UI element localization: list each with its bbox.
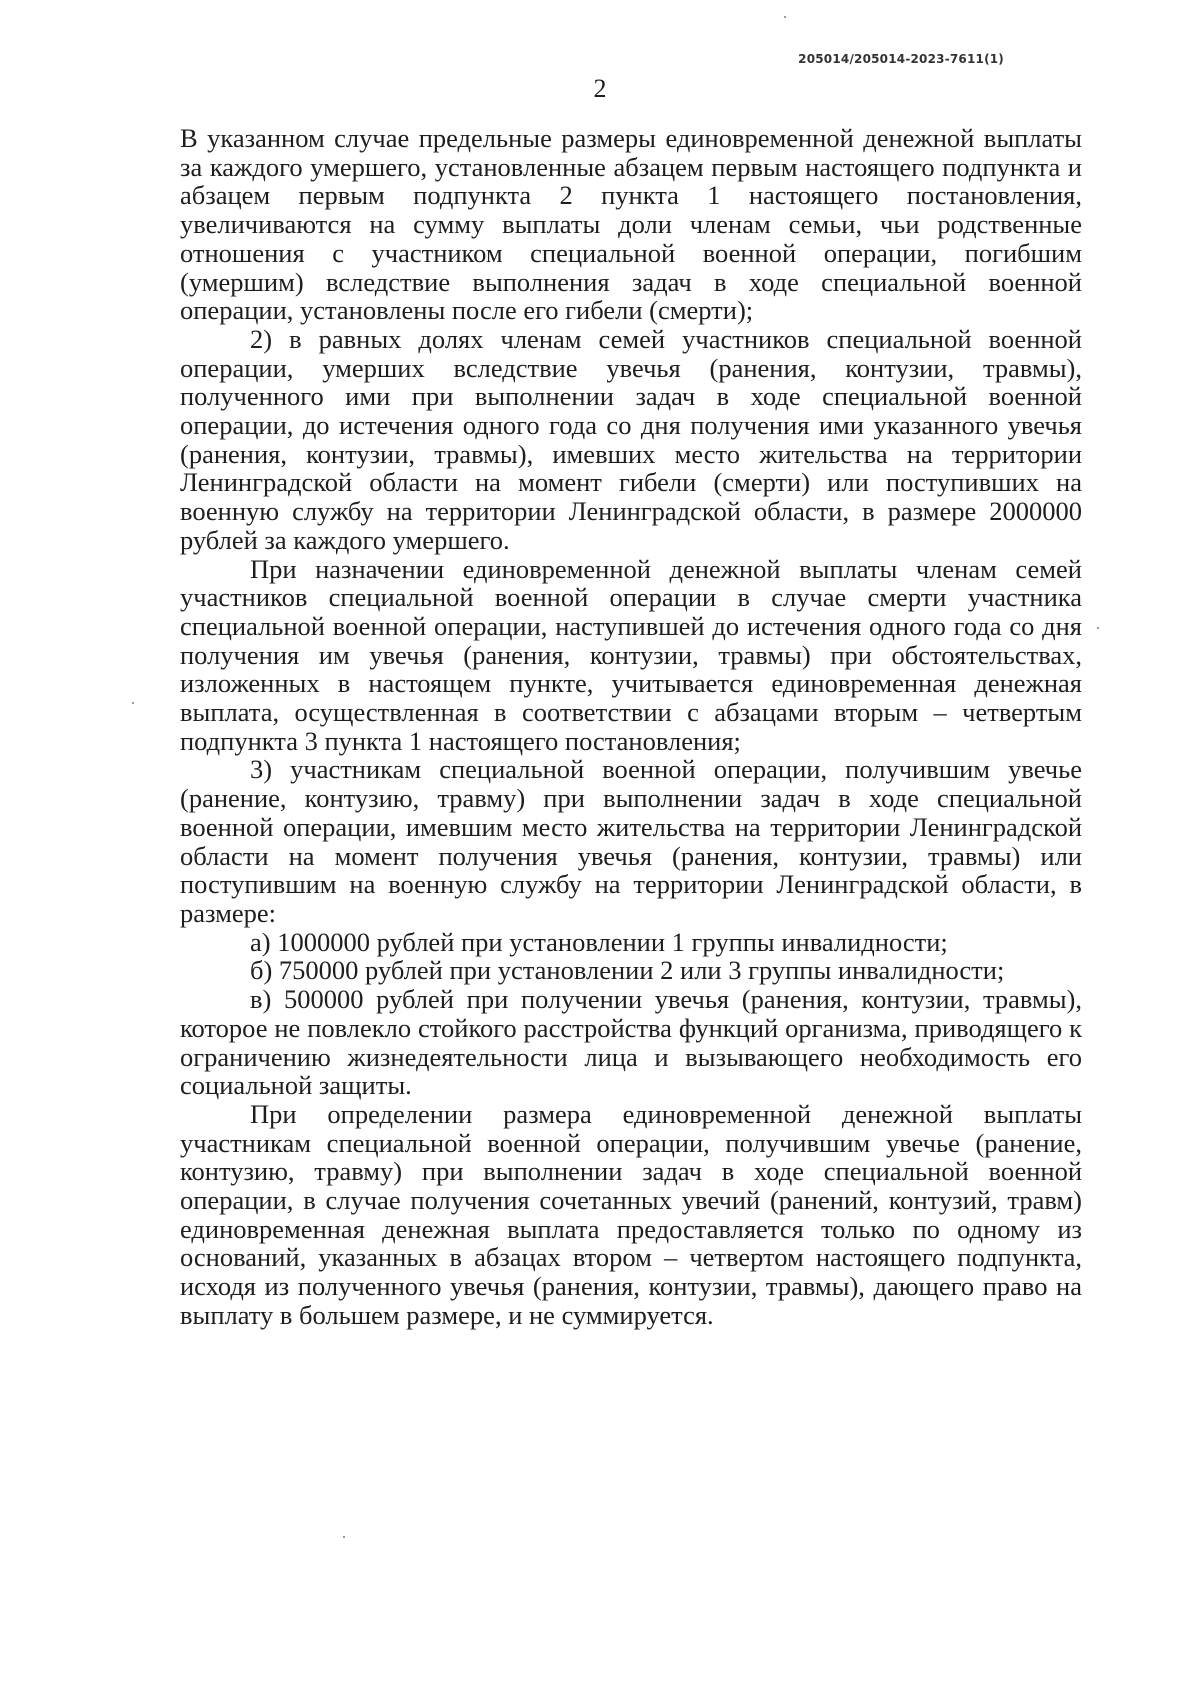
list-item-a: а) 1000000 рублей при установлении 1 группы инвалидности; (250, 926, 948, 957)
paragraph-combined-injuries: При определении размера единовременной денежной выплаты участникам специальной военной операции, получившим увечье (ранение, контузию, травму) при выполнении задач в ходе специальной военной операции, в случае получения сочетанных увечий (ранений, контузий, травм) единовременная денежная выплата предоставляется только по одному из оснований, указанных в абзацах втором – четвертом настоящего подпункта, исходя из полученного увечья (ранения, контузии, травмы), дающего право на выплату в большем размере, и не суммируется. (180, 1098, 1082, 1330)
scan-speck (784, 16, 786, 18)
paragraph-payment-accounting: При назначении единовременной денежной выплаты членам семей участников специальной военной операции в случае смерти участника специальной военной операции, наступившей до истечения одного года со дня получения им увечья (ранения, контузии, травмы) при обстоятельствах, изложенных в настоящем пункте, учитывается единовременная денежная выплата, осуществленная в соответствии с абзацами вторым – четвертым подпункта 3 пункта 1 настоящего постановления; (180, 553, 1082, 756)
list-item-b: б) 750000 рублей при установлении 2 или 3 группы инвалидности; (250, 955, 1005, 986)
paragraph-subpoint-2: 2) в равных долях членам семей участников специальной военной операции, умерших вследствие увечья (ранения, контузии, травмы), полученного ими при выполнении задач в ходе специальной военной операции, до истечения одного года со дня получения ими указанного увечья (ранения, контузии, травмы), имевших место жительства на территории Ленинградской области на момент гибели (смерти) или поступивших на военную службу на территории Ленинградской области, в размере 2000000 рублей за каждого умершего. (180, 323, 1082, 555)
paragraph-increase-clause: В указанном случае предельные размеры единовременной денежной выплаты за каждого умершего, установленные абзацем первым настоящего подпункта и абзацем первым подпункта 2 пункта 1 настоящего постановления, увеличиваются на сумму выплаты доли членам семьи, чьи родственные отношения с участником специальной военной операции, погибшим (умершим) вследствие выполнения задач в ходе специальной военной операции, установлены после его гибели (смерти); (180, 123, 1082, 326)
list-item-v: в) 500000 рублей при получении увечья (ранения, контузии, травмы), которое не повлекло стойкого расстройства функций организма, приводящего к ограничению жизнедеятельности лица и вызывающего необходимость его социальной защиты. (180, 984, 1082, 1101)
scan-speck (1097, 627, 1099, 629)
paragraph-subpoint-3: 3) участникам специальной военной операции, получившим увечье (ранение, контузию, травму) при выполнении задач в ходе специальной военной операции, имевшим место жительства на территории Ленинградской области на момент получения увечья (ранения, контузии, травмы) или поступившим на военную службу на территории Ленинградской области, в размере: (180, 754, 1082, 928)
document-id: 205014/205014-2023-7611(1) (798, 52, 1004, 66)
document-body (180, 124, 1082, 1330)
scan-speck (343, 1536, 345, 1538)
scan-speck (132, 702, 134, 704)
page-number: 2 (593, 74, 607, 103)
